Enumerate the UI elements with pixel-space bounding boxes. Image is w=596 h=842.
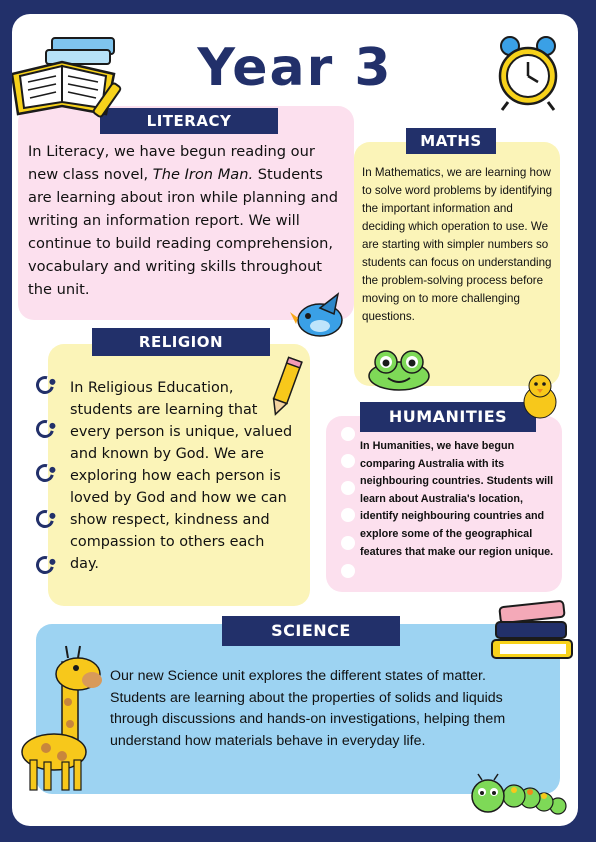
religion-text: In Religious Education, students are learning that every person is unique, valued and known by God. We are exploring how each person is loved by God and how we can show respect, kindness and compassion to others each day. xyxy=(70,380,293,572)
bird-icon xyxy=(290,294,350,340)
literacy-heading: LITERACY xyxy=(100,108,278,134)
open-book-icon xyxy=(12,34,126,124)
novel-title: The Iron Man. xyxy=(152,166,254,183)
religion-heading: RELIGION xyxy=(92,328,270,356)
alarm-clock-icon xyxy=(494,32,564,112)
maths-heading: MATHS xyxy=(406,128,496,154)
literacy-text-after: Students are learning about iron while planning and writing an information report. We will continue to build reading comprehension, vocabulary and writing skills throughout the unit. xyxy=(28,166,339,298)
literacy-text xyxy=(28,140,346,301)
humanities-text: In Humanities, we have begun comparing Australia with its neighbouring countries. Students will learn about Australia's location, identify neighbouring countries and explore some of the geographical features that make our region unique. xyxy=(360,440,554,558)
chick-icon xyxy=(520,372,560,422)
science-text: Our new Science unit explores the different states of matter. Students are learning about the properties of solids and liquids through discussions and hands-on investigations, helping them understand how materials behave in everyday life. xyxy=(110,668,506,749)
newsletter-page xyxy=(12,14,578,826)
humanities-heading: HUMANITIES xyxy=(360,402,536,432)
literacy-text-before: In Literacy, we have begun reading our new class novel, xyxy=(28,143,315,183)
giraffe-icon xyxy=(18,642,108,792)
pencil-icon xyxy=(268,358,302,418)
science-heading: SCIENCE xyxy=(222,616,400,646)
caterpillar-icon xyxy=(468,774,568,818)
page-title: Year 3 xyxy=(197,38,393,98)
frog-icon xyxy=(366,348,432,392)
maths-text: In Mathematics, we are learning how to solve word problems by identifying the important information and deciding which operation to use. We are starting with simpler numbers so students can focus on understanding the problem-solving process before moving on to more challenging questions. xyxy=(362,166,553,323)
book-stack-icon xyxy=(490,600,578,672)
